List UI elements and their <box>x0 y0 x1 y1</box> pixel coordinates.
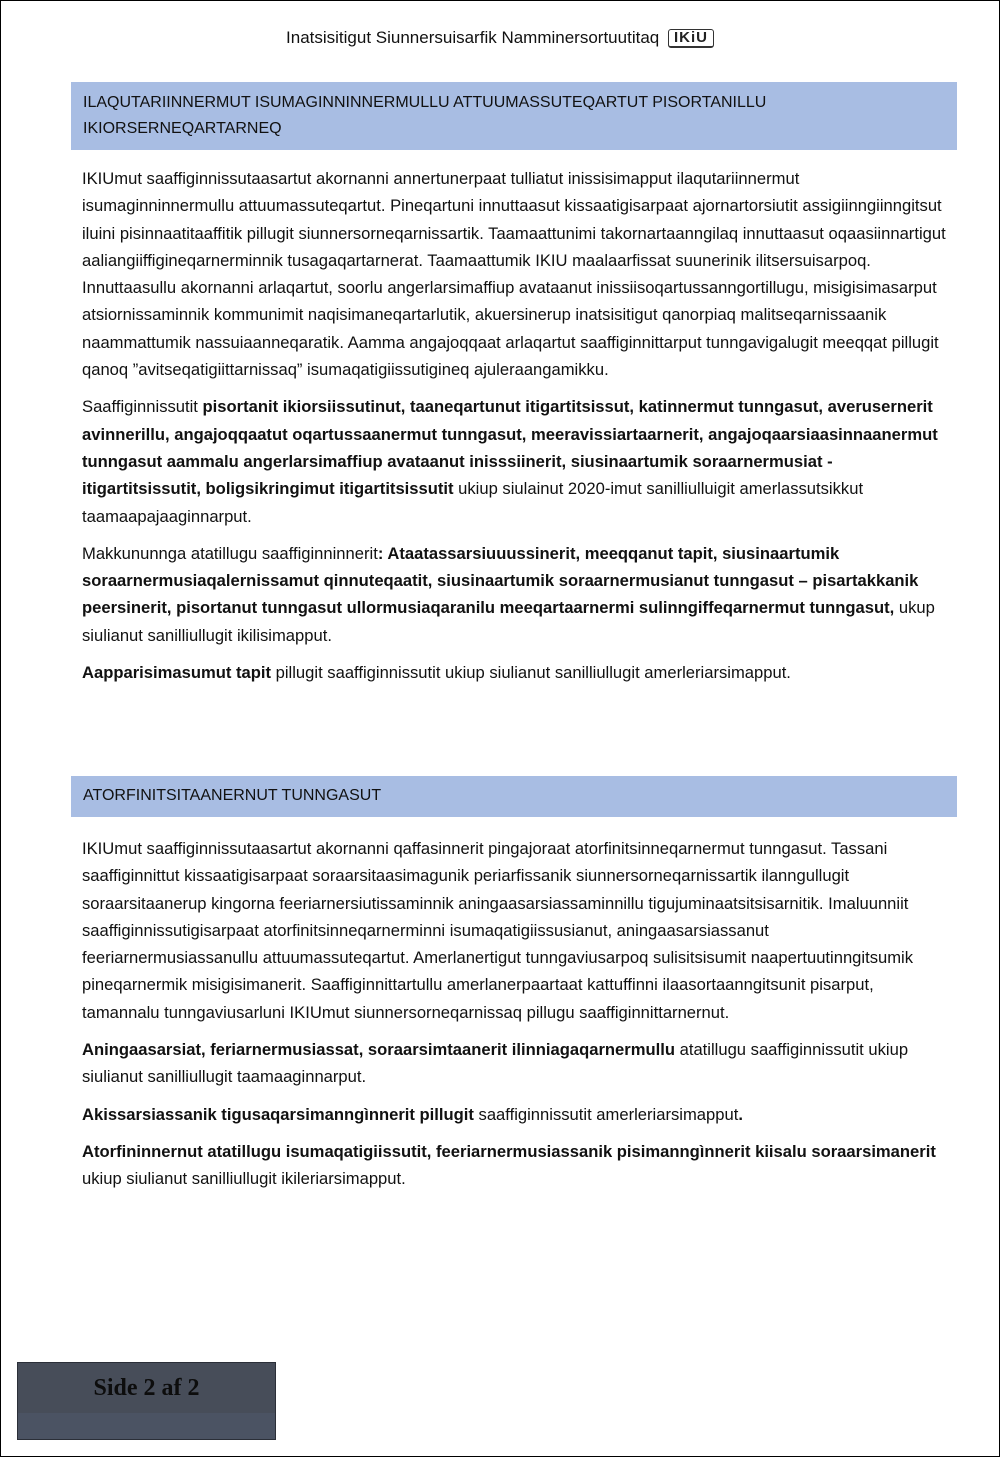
paragraph-bold-text: : Ataatassarsiuuussinerit, meeqqanut tapit, siusinaartumik soraarnermusiaqalernissamut qinnuteqaatit, siusinaartumik soraarnermusianut tunngasut – pisartakkanik peersinerit, pisortanut tunngasut ullormusiaqaranilu meeqartaarnermi sulinngiffeqarnermut tunngasut, <box>82 543 919 618</box>
paragraph-text: Saaffiginnissutit <box>82 397 203 417</box>
paragraph <box>82 540 948 649</box>
section-body-family-affairs <box>82 165 948 696</box>
page-number-label: Side 2 af 2 <box>93 1375 200 1401</box>
paragraph <box>82 1036 948 1091</box>
page-number-box <box>17 1362 276 1440</box>
paragraph <box>82 835 948 1026</box>
header-title: Inatsisitigut Siunnersuisarfik Namminersortuutitaq <box>286 28 660 47</box>
section-heading-family-affairs: ILAQUTARIINNERMUT ISUMAGINNINNERMULLU ATTUUMASSUTEQARTUT PISORTANILLU IKIORSERNEQARTARNEQ <box>71 82 957 150</box>
paragraph-text: IKIUmut saaffiginnissutaasartut akornanni qaffasinnerit pingajoraat atorfinitsinneqarnermut tunngasut. Tassani saaffiginnittut kissaatigisarpaat soraarsitaasimagunik periarfissanik siunnersorneqarnissartik ilanngullugit soraarsitaanerup kingorna feeriarnersiutissaminnik aningaasarsiassaminnillu tigujuminaatsitsisarnitik. Imaluunniit saaffiginnissutigisarpaat atorfinitsinneqarnerminni isumaqatigiissusianut, aningaasarsiassanut feeriarnermusiassanullu attuumassuteqartut. Amerlanertigut tunngaviusarpoq sulisitsisumit naapertuutinngitsumik pineqarnermik misigisimanerit. Saaffiginnittartullu amerlanerpaartaat kattuffinni ilaasortaanngitsunit pisarput, tamannalu tunngaviusarluni IKIUmut siunnersorneqarnissaq pillugu saaffiginnittarnernut. <box>82 839 914 1022</box>
paragraph-text: pillugit saaffiginnissutit ukiup siulianut sanilliullugit amerleriarsimapput. <box>271 663 791 683</box>
paragraph-bold-text: Atorfininnernut atatillugu isumaqatigiissutit, feeriarnermusiassanik pisimanngìnnerit kiisalu soraarsimanerit <box>82 1141 936 1161</box>
paragraph <box>82 1101 948 1128</box>
paragraph <box>82 1138 948 1193</box>
paragraph-bold-text: Aningaasarsiat, feriarnermusiassat, soraarsimtaanerit ilinniagaqarnermullu <box>82 1040 675 1060</box>
paragraph-text: Makkununnga atatillugu saaffiginninnerit <box>82 543 378 563</box>
section-body-employment <box>82 835 948 1203</box>
paragraph-text: ukup siulianut sanilliullugit ikilisimapput. <box>82 598 935 645</box>
paragraph <box>82 165 948 383</box>
paragraph-bold-text: pisortanit ikiorsiissutinut, taaneqartunut itigartitsissut, katinnermut tunngasut, averusernerit avinnerillu, angajoqqaatut oqartussaanermut tunngasut, meeravissiartaarnerit, angajoqaarsiaasinnaanermut tunngasut aammalu angerlarsimaffiup avataanut inisssiinerit, siusinaartumik soraarnermusiat - itigartitsissutit, boligsikringimut itigartitsissutit <box>82 397 938 499</box>
paragraph-bold-text: Aapparisimasumut tapit <box>82 663 272 683</box>
paragraph <box>82 393 948 529</box>
paragraph-text: ukiup siulianut sanilliullugit ikileriarsimapput. <box>82 1169 406 1189</box>
paragraph-bold-text: . <box>738 1104 743 1124</box>
paragraph <box>82 659 948 686</box>
paragraph-text: saaffiginnissutit amerleriarsimapput <box>473 1104 739 1124</box>
paragraph-text: IKIUmut saaffiginnissutaasartut akornanni annertunerpaat tulliatut inissisimapput ilaqutariinnermut isumaginninnermullu attuumassuteqartut. Pineqartuni innuttaasut kissaatigisarpaat ajornartorsiutit assigiinngiinngitsut iluini pisinnaatitaaffitik pillugit siunnersorneqarnissartik. Taamaattunimi takornartaanngilaq innuttaasut oqaasiinnartigut aaliangiiffigineqarnerminnik tusagaqartarnerat. Taamaattumik IKIU maalaarfissat suunerinik ilitsersuisarpoq. Innuttaasullu akornanni arlaqartut, soorlu angerlarsimaffiup avataanut inissiisoqartussanngortillugu, misigisimasarput atsiornissaminnik kommunimit naqisimaneqartarlutik, akuersinerup inatsisitigut qanorpiaq malitseqarnissaanik naammattumik nassuiaanneqaratik. Aamma angajoqqaat arlaqartut saaffiginnittarput tunngavigalugit meeqqat pillugit qanoq ”avitseqatigiittarnissaq” isumaqatigiissutigineq ajuleraangamikku. <box>82 169 946 380</box>
ikiu-logo: IKiU <box>668 29 714 48</box>
paragraph-text: atatillugu saaffiginnissutit ukiup siulianut sanilliullugit taamaaginnarput. <box>82 1040 909 1087</box>
page-header <box>0 26 1000 50</box>
paragraph-text: ukiup siulainut 2020-imut sanilliulluigit amerlassutsikkut taamaapajaaginnarput. <box>82 479 864 526</box>
section-heading-employment: ATORFINITSITAANERNUT TUNNGASUT <box>71 776 957 817</box>
paragraph-bold-text: Akissarsiassanik tigusaqarsimanngìnnerit pillugit <box>82 1104 474 1124</box>
